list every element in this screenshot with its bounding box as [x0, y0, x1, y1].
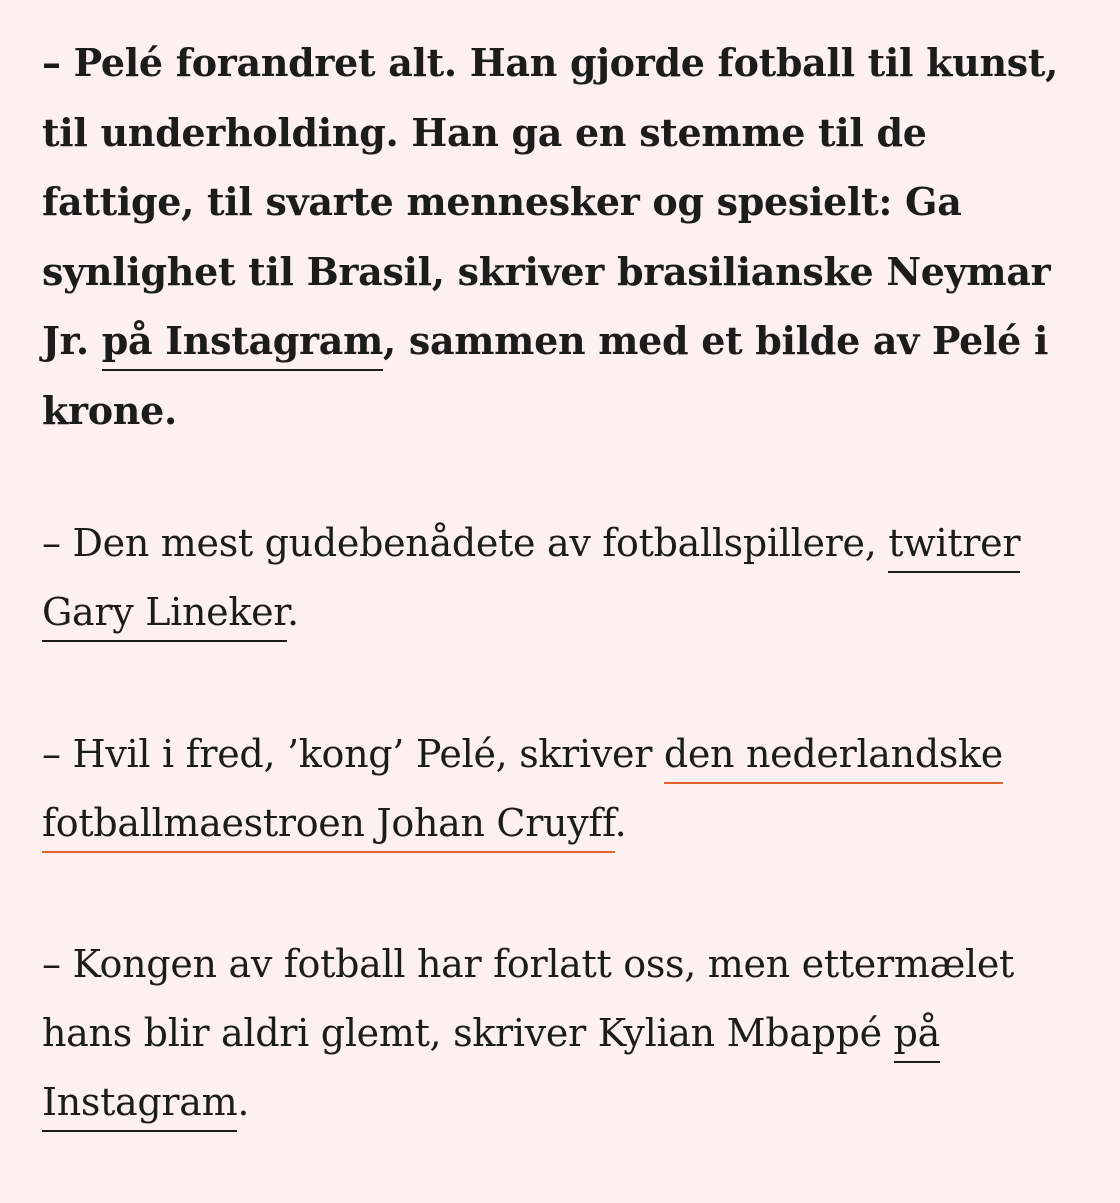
quote-text: – Pelé forandret alt. Han gjorde fotball til kunst, til underholding. Han ga en stemme til de fattige, til svarte mennesker og spesielt: Ga synlighet til Brasil, skriver brasilianske Neymar Jr. [42, 40, 1059, 363]
article-body [42, 28, 1082, 1203]
quote-text: . [237, 1080, 250, 1124]
quote-text: . [286, 590, 299, 634]
instagram-link-mbappe[interactable]: på Instagram [42, 1011, 940, 1132]
twitter-link-lineker[interactable]: twitrer Gary Lineker [42, 521, 1020, 642]
quote-mbappe [42, 930, 1082, 1137]
link-cruyff[interactable]: den nederlandske fotballmaestroen Johan Cruyff [42, 732, 1003, 853]
quote-lineker [42, 509, 1082, 647]
quote-text: – Kongen av fotball har forlatt oss, men ettermælet hans blir aldri glemt, skriver Kylian Mbappé [42, 942, 1015, 1055]
quote-neymar [42, 28, 1082, 445]
quote-text: – Hvil i fred, ’kong’ Pelé, skriver [42, 732, 664, 776]
quote-text: – Den mest gudebenådete av fotballspillere, [42, 521, 889, 565]
quote-text: , sammen med et bilde av Pelé i krone. [42, 318, 1049, 433]
instagram-link-neymar[interactable]: på Instagram [102, 318, 383, 371]
quote-cruyff [42, 720, 1082, 858]
quote-text: . [614, 801, 627, 845]
